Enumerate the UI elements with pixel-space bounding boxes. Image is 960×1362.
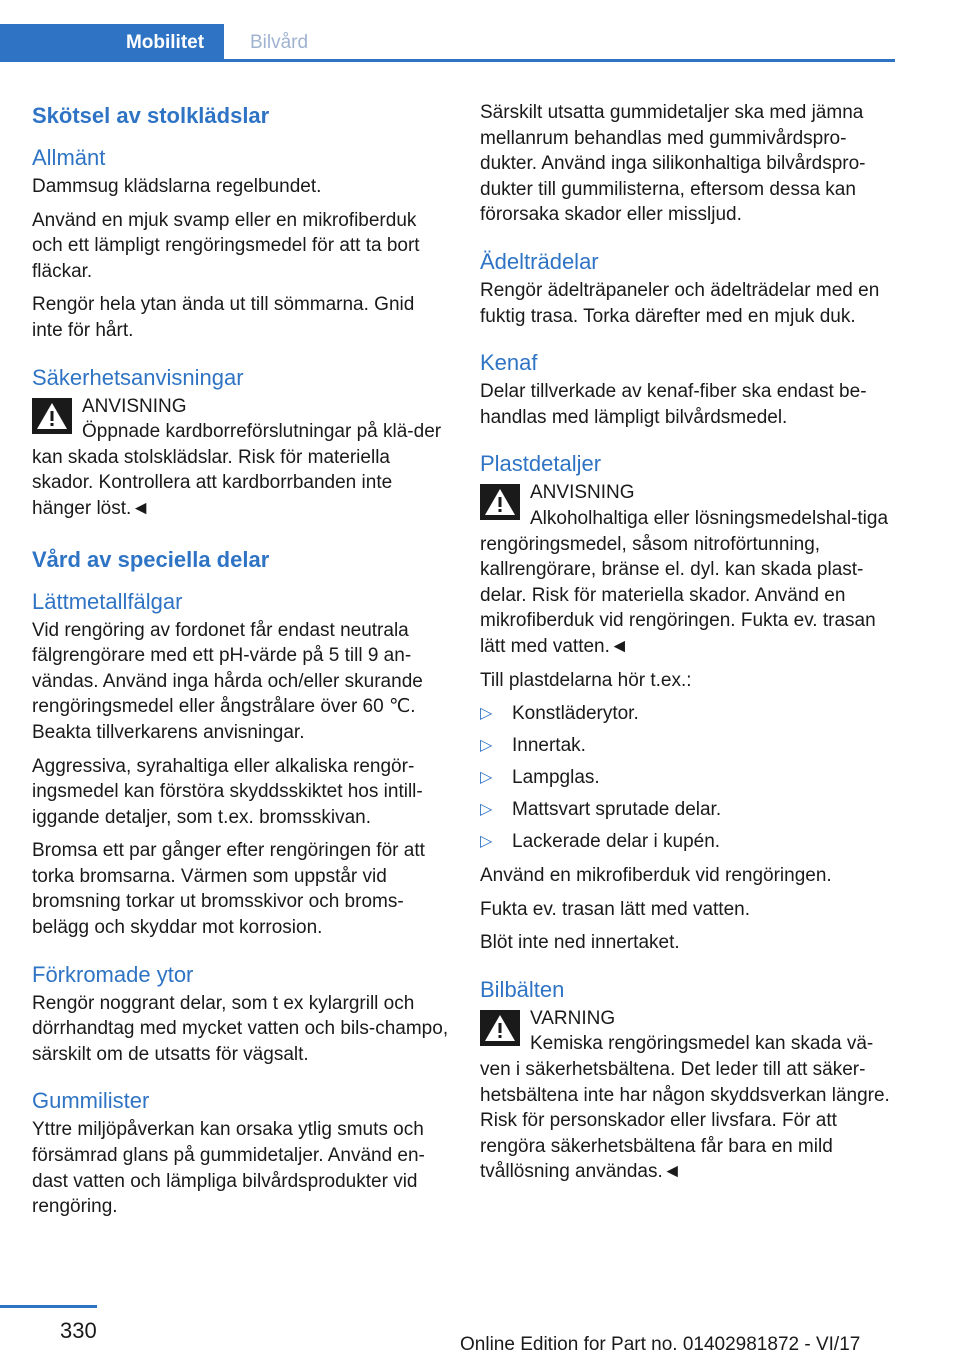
warning-triangle-icon bbox=[480, 484, 520, 520]
paragraph: Rengör hela ytan ända ut till sömmarna. Gnid inte för hårt. bbox=[32, 294, 415, 341]
list-item-text: Innertak. bbox=[512, 735, 586, 757]
list-item-text: Lampglas. bbox=[512, 767, 600, 789]
paragraph: Särskilt utsatta gummidetaljer ska med jämna mellanrum behandlas med gummivårdspro-dukter. Använd inga silikonhaltiga bilvårdspro-dukter till gummilisterna, eftersom dessa kan förorsaka skador eller missljud. bbox=[480, 102, 866, 226]
paragraph: Bromsa ett par gånger efter rengöringen för att torka bromsarna. Värmen som uppstår vid bromsning torkar ut bromsskivor och broms-belägg och skyddar mot korrosion. bbox=[32, 840, 425, 939]
warning-triangle-icon bbox=[32, 398, 72, 434]
list-arrow-icon: ▷ bbox=[480, 833, 493, 851]
left-column bbox=[32, 100, 450, 1228]
list-item bbox=[480, 733, 898, 759]
section-adeltradelar bbox=[480, 246, 898, 329]
notice-label: ANVISNING bbox=[530, 482, 635, 504]
notice-text: Öppnade kardborreförslutningar på klä-der kan skada stolsklädslar. Risk för materiella skador. Kontrollera att kardborrbanden inte hänger löst.◄ bbox=[32, 421, 442, 519]
subsection-heading: Ädelträdelar bbox=[480, 248, 599, 274]
paragraph: Delar tillverkade av kenaf-fiber ska endast be-handlas med lämpligt bilvårdsmedel. bbox=[480, 381, 867, 428]
subsection-heading: Plastdetaljer bbox=[480, 451, 602, 477]
subsection-heading: Kenaf bbox=[480, 350, 538, 376]
section-title: Skötsel av stolklädslar bbox=[32, 103, 270, 128]
paragraph: Använd en mikrofiberduk vid rengöringen. bbox=[480, 865, 832, 887]
list-item-text: Lackerade delar i kupén. bbox=[512, 831, 721, 853]
footer-rule bbox=[0, 1305, 97, 1308]
warning-label: VARNING bbox=[530, 1007, 616, 1029]
list-item bbox=[480, 797, 898, 823]
warning-text: Kemiska rengöringsmedel kan skada vä-ven i säkerhetsbältena. Det leder till att säker-hetsbältena inte har någon skyddsverkan längre. Risk för personskador eller livsfara. För att rengöra säkerhetsbältena får bara en mild tvållösning användas.◄ bbox=[480, 1033, 890, 1183]
section-bilbalten bbox=[480, 974, 898, 1185]
paragraph: Dammsug klädslarna regelbundet. bbox=[32, 176, 322, 197]
plastic-parts-list bbox=[480, 701, 898, 855]
tab-mobilitet[interactable] bbox=[0, 24, 224, 62]
chapter-tab-bar bbox=[0, 24, 895, 62]
right-column bbox=[480, 100, 898, 1193]
subsection-heading: Bilbälten bbox=[480, 976, 565, 1002]
notice-text: Alkoholhaltiga eller lösningsmedelshal-tiga rengöringsmedel, såsom nitroförtunning, kallrengörare, bränse el. dyl. kan skada plast-delar. Risk för materiella skador. Använd en mikrofiberduk vid rengöringen. Fukta ev. trasan lätt med vatten.◄ bbox=[480, 507, 889, 657]
paragraph: Till plastdelarna hör t.ex.: bbox=[480, 669, 692, 691]
tab-bilvard[interactable] bbox=[224, 24, 334, 62]
paragraph: Fukta ev. trasan lätt med vatten. bbox=[480, 898, 750, 920]
subsection-heading: Säkerhetsanvisningar bbox=[32, 364, 244, 390]
list-arrow-icon: ▷ bbox=[480, 705, 493, 723]
warning-box bbox=[480, 1006, 898, 1185]
list-item-text: Mattsvart sprutade delar. bbox=[512, 799, 722, 821]
section-title: Vård av speciella delar bbox=[32, 546, 270, 572]
section-vard bbox=[32, 544, 450, 576]
list-item bbox=[480, 701, 898, 727]
edition-footer: Online Edition for Part no. 01402981872 - VI/17 bbox=[460, 1334, 861, 1355]
tab-label: Bilvård bbox=[249, 32, 309, 53]
subsection-heading: Allmänt bbox=[32, 145, 106, 170]
section-lattmetallfalgar bbox=[32, 586, 450, 941]
subsection-heading: Lättmetallfälgar bbox=[32, 588, 183, 614]
notice-box bbox=[480, 480, 898, 659]
subsection-heading: Gummilister bbox=[32, 1088, 150, 1114]
section-kenaf bbox=[480, 347, 898, 430]
notice-label: ANVISNING bbox=[82, 395, 187, 417]
section-allmant bbox=[32, 142, 450, 344]
warning-triangle-icon bbox=[480, 1010, 520, 1046]
list-arrow-icon: ▷ bbox=[480, 801, 493, 819]
paragraph: Rengör ädelträpaneler och ädelträdelar med en fuktig trasa. Torka därefter med en mjuk duk. bbox=[480, 279, 880, 327]
list-arrow-icon: ▷ bbox=[480, 737, 493, 755]
list-arrow-icon: ▷ bbox=[480, 769, 493, 787]
section-gummilister bbox=[32, 1085, 450, 1219]
paragraph: Aggressiva, syrahaltiga eller alkaliska rengör-ingsmedel kan förstöra skyddsskiktet hos intill-iggande detaljer, som t.ex. bromsskivan. bbox=[32, 755, 423, 828]
tab-label: Mobilitet bbox=[125, 32, 205, 53]
list-item bbox=[480, 829, 898, 855]
list-item bbox=[480, 765, 898, 791]
tab-underline bbox=[0, 59, 895, 62]
paragraph: Vid rengöring av fordonet får endast neutrala fälgrengörare med ett pH-värde på 5 till 9 an-vändas. Använd inga hårda och/eller skurande rengöringsmedel eller ångstrålare över 60 ℃. Beakta tillverkarens anvisningar. bbox=[32, 619, 423, 743]
paragraph: Blöt inte ned innertaket. bbox=[480, 932, 680, 954]
page-number: 330 bbox=[60, 1318, 97, 1343]
paragraph: Rengör noggrant delar, som t ex kylargrill och dörrhandtag med mycket vatten och bils-champo, särskilt om de utsatts för vägsalt. bbox=[32, 992, 449, 1065]
paragraph: Yttre miljöpåverkan kan orsaka ytlig smuts och försämrad glans på gummidetaljer. Använd en-dast vatten och lämpliga bilvårdsprodukter vid rengöring. bbox=[32, 1119, 425, 1218]
section-sakerhetsanvisningar bbox=[32, 362, 450, 522]
section-plastdetaljer bbox=[480, 448, 898, 956]
subsection-heading: Förkromade ytor bbox=[32, 961, 194, 987]
notice-box bbox=[32, 394, 450, 522]
paragraph: Använd en mjuk svamp eller en mikrofiberduk och ett lämpligt rengöringsmedel för att ta bort fläckar. bbox=[32, 209, 420, 282]
list-item-text: Konstläderytor. bbox=[512, 703, 639, 725]
section-forkromade-ytor bbox=[32, 959, 450, 1068]
